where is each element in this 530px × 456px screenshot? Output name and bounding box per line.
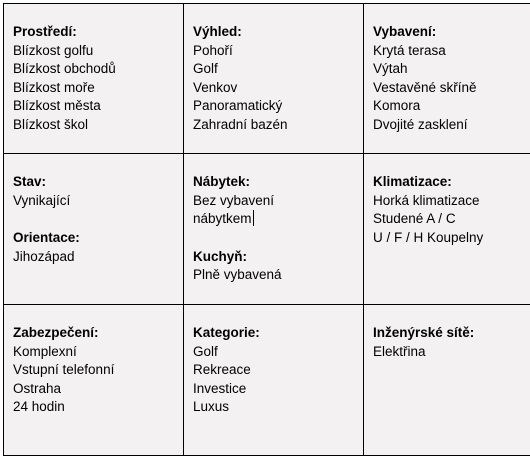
list-item: Blízkost obchodů bbox=[13, 60, 183, 79]
list-item: Investice bbox=[193, 380, 363, 399]
cell-zabezpeceni bbox=[4, 305, 184, 456]
cell-heading: Kuchyň: bbox=[193, 248, 363, 267]
list-item: Blízkost golfu bbox=[13, 42, 183, 61]
cell-heading: Vybavení: bbox=[373, 23, 530, 42]
list-item: Komplexní bbox=[13, 343, 183, 362]
list-item: Jihozápad bbox=[13, 248, 183, 267]
list-item: 24 hodin bbox=[13, 398, 183, 417]
list-item: Horká klimatizace bbox=[373, 192, 530, 211]
list-item: Golf bbox=[193, 60, 363, 79]
list-item-with-cursor[interactable] bbox=[193, 210, 363, 229]
list-item: Vynikající bbox=[13, 192, 183, 211]
list-item: Blízkost města bbox=[13, 97, 183, 116]
list-item: Rekreace bbox=[193, 361, 363, 380]
list-item: Vstupní telefonní bbox=[13, 361, 183, 380]
list-item: Ostraha bbox=[13, 380, 183, 399]
list-item: Komora bbox=[373, 97, 530, 116]
table-row bbox=[4, 4, 530, 154]
cell-heading: Kategorie: bbox=[193, 324, 363, 343]
list-item: nábytkem bbox=[193, 211, 252, 226]
cell-stav-orientace bbox=[4, 154, 184, 305]
property-features-table bbox=[3, 3, 530, 456]
list-item: Venkov bbox=[193, 79, 363, 98]
list-item: Zahradní bazén bbox=[193, 116, 363, 135]
list-item: Pohoří bbox=[193, 42, 363, 61]
list-item: U / F / H Koupelny bbox=[373, 229, 530, 248]
cell-heading: Klimatizace: bbox=[373, 173, 530, 192]
table-row bbox=[4, 305, 530, 456]
cell-kategorie bbox=[184, 305, 364, 456]
table-row bbox=[4, 154, 530, 305]
cell-nabytek-kuchyn[interactable] bbox=[184, 154, 364, 305]
cell-vyhled bbox=[184, 4, 364, 154]
cell-heading: Inženýrské sítě: bbox=[373, 324, 530, 343]
cell-heading: Prostředí: bbox=[13, 23, 183, 42]
list-item: Výtah bbox=[373, 60, 530, 79]
list-item: Golf bbox=[193, 343, 363, 362]
list-item: Studené A / C bbox=[373, 210, 530, 229]
list-item: Blízkost škol bbox=[13, 116, 183, 135]
cell-heading: Zabezpečení: bbox=[13, 324, 183, 343]
list-item: Panoramatický bbox=[193, 97, 363, 116]
list-item: Blízkost moře bbox=[13, 79, 183, 98]
list-item: Dvojité zasklení bbox=[373, 116, 530, 135]
list-item: Vestavěné skříně bbox=[373, 79, 530, 98]
cell-heading: Stav: bbox=[13, 173, 183, 192]
list-item: Krytá terasa bbox=[373, 42, 530, 61]
cell-prostredi bbox=[4, 4, 184, 154]
list-item: Luxus bbox=[193, 398, 363, 417]
cell-heading: Výhled: bbox=[193, 23, 363, 42]
cell-klimatizace bbox=[364, 154, 530, 305]
list-item: Bez vybavení bbox=[193, 192, 363, 211]
text-cursor bbox=[253, 210, 254, 226]
list-item: Plně vybavená bbox=[193, 266, 363, 285]
cell-vybaveni bbox=[364, 4, 530, 154]
cell-heading: Orientace: bbox=[13, 229, 183, 248]
list-item: Elektřina bbox=[373, 343, 530, 362]
cell-inzenyrske-site bbox=[364, 305, 530, 456]
cell-heading: Nábytek: bbox=[193, 173, 363, 192]
